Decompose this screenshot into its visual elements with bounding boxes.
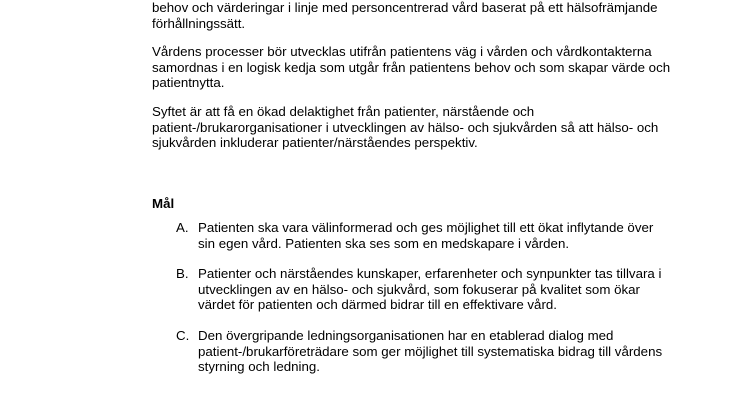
goal-text: Patienten ska vara välinformerad och ges möjlighet till ett ökat inflytande över sin egen vård. Patienten ska ses som en medskapare i vården. (198, 220, 654, 251)
goal-letter: A. (176, 220, 189, 235)
goal-text: Patienter och närståendes kunskaper, erfarenheter och synpunkter tas tillvara i utvecklingen av en hälso- och sjukvård, som fokuserar på kvalitet som ökar värdet för patienten och därmed bidrar till en effektivare vård. (198, 266, 662, 313)
goal-item-a (152, 220, 672, 251)
goal-letter: B. (176, 266, 189, 282)
intro-paragraph-2: Vårdens processer bör utvecklas utifrån patientens väg i vården och vårdkontakterna samordnas i en logisk kedja som utgår från patientens behov och som skapar värde och patientnytta. (152, 44, 671, 91)
goal-item-c (152, 328, 672, 375)
goal-item-b (152, 266, 672, 313)
goal-letter: C. (176, 327, 190, 343)
intro-paragraph-3: Syftet är att få en ökad delaktighet från patienter, närstående och patient-/brukarorganisationer i utvecklingen av hälso- och sjukvården så att hälso- och sjukvården inkluderar patienter/närståendes perspektiv. (152, 104, 659, 151)
intro-paragraph-1: behov och värderingar i linje med personcentrerad vård baserat på ett hälsofrämjande förhållningssätt. (152, 0, 658, 31)
goals-heading: Mål (152, 196, 175, 211)
goals-list (152, 220, 672, 390)
goal-text: Den övergripande ledningsorganisationen har en etablerad dialog med patient-/brukarföreträdare som ger möjlighet till systematiska bidrag till vårdens styrning och ledning. (198, 327, 663, 375)
